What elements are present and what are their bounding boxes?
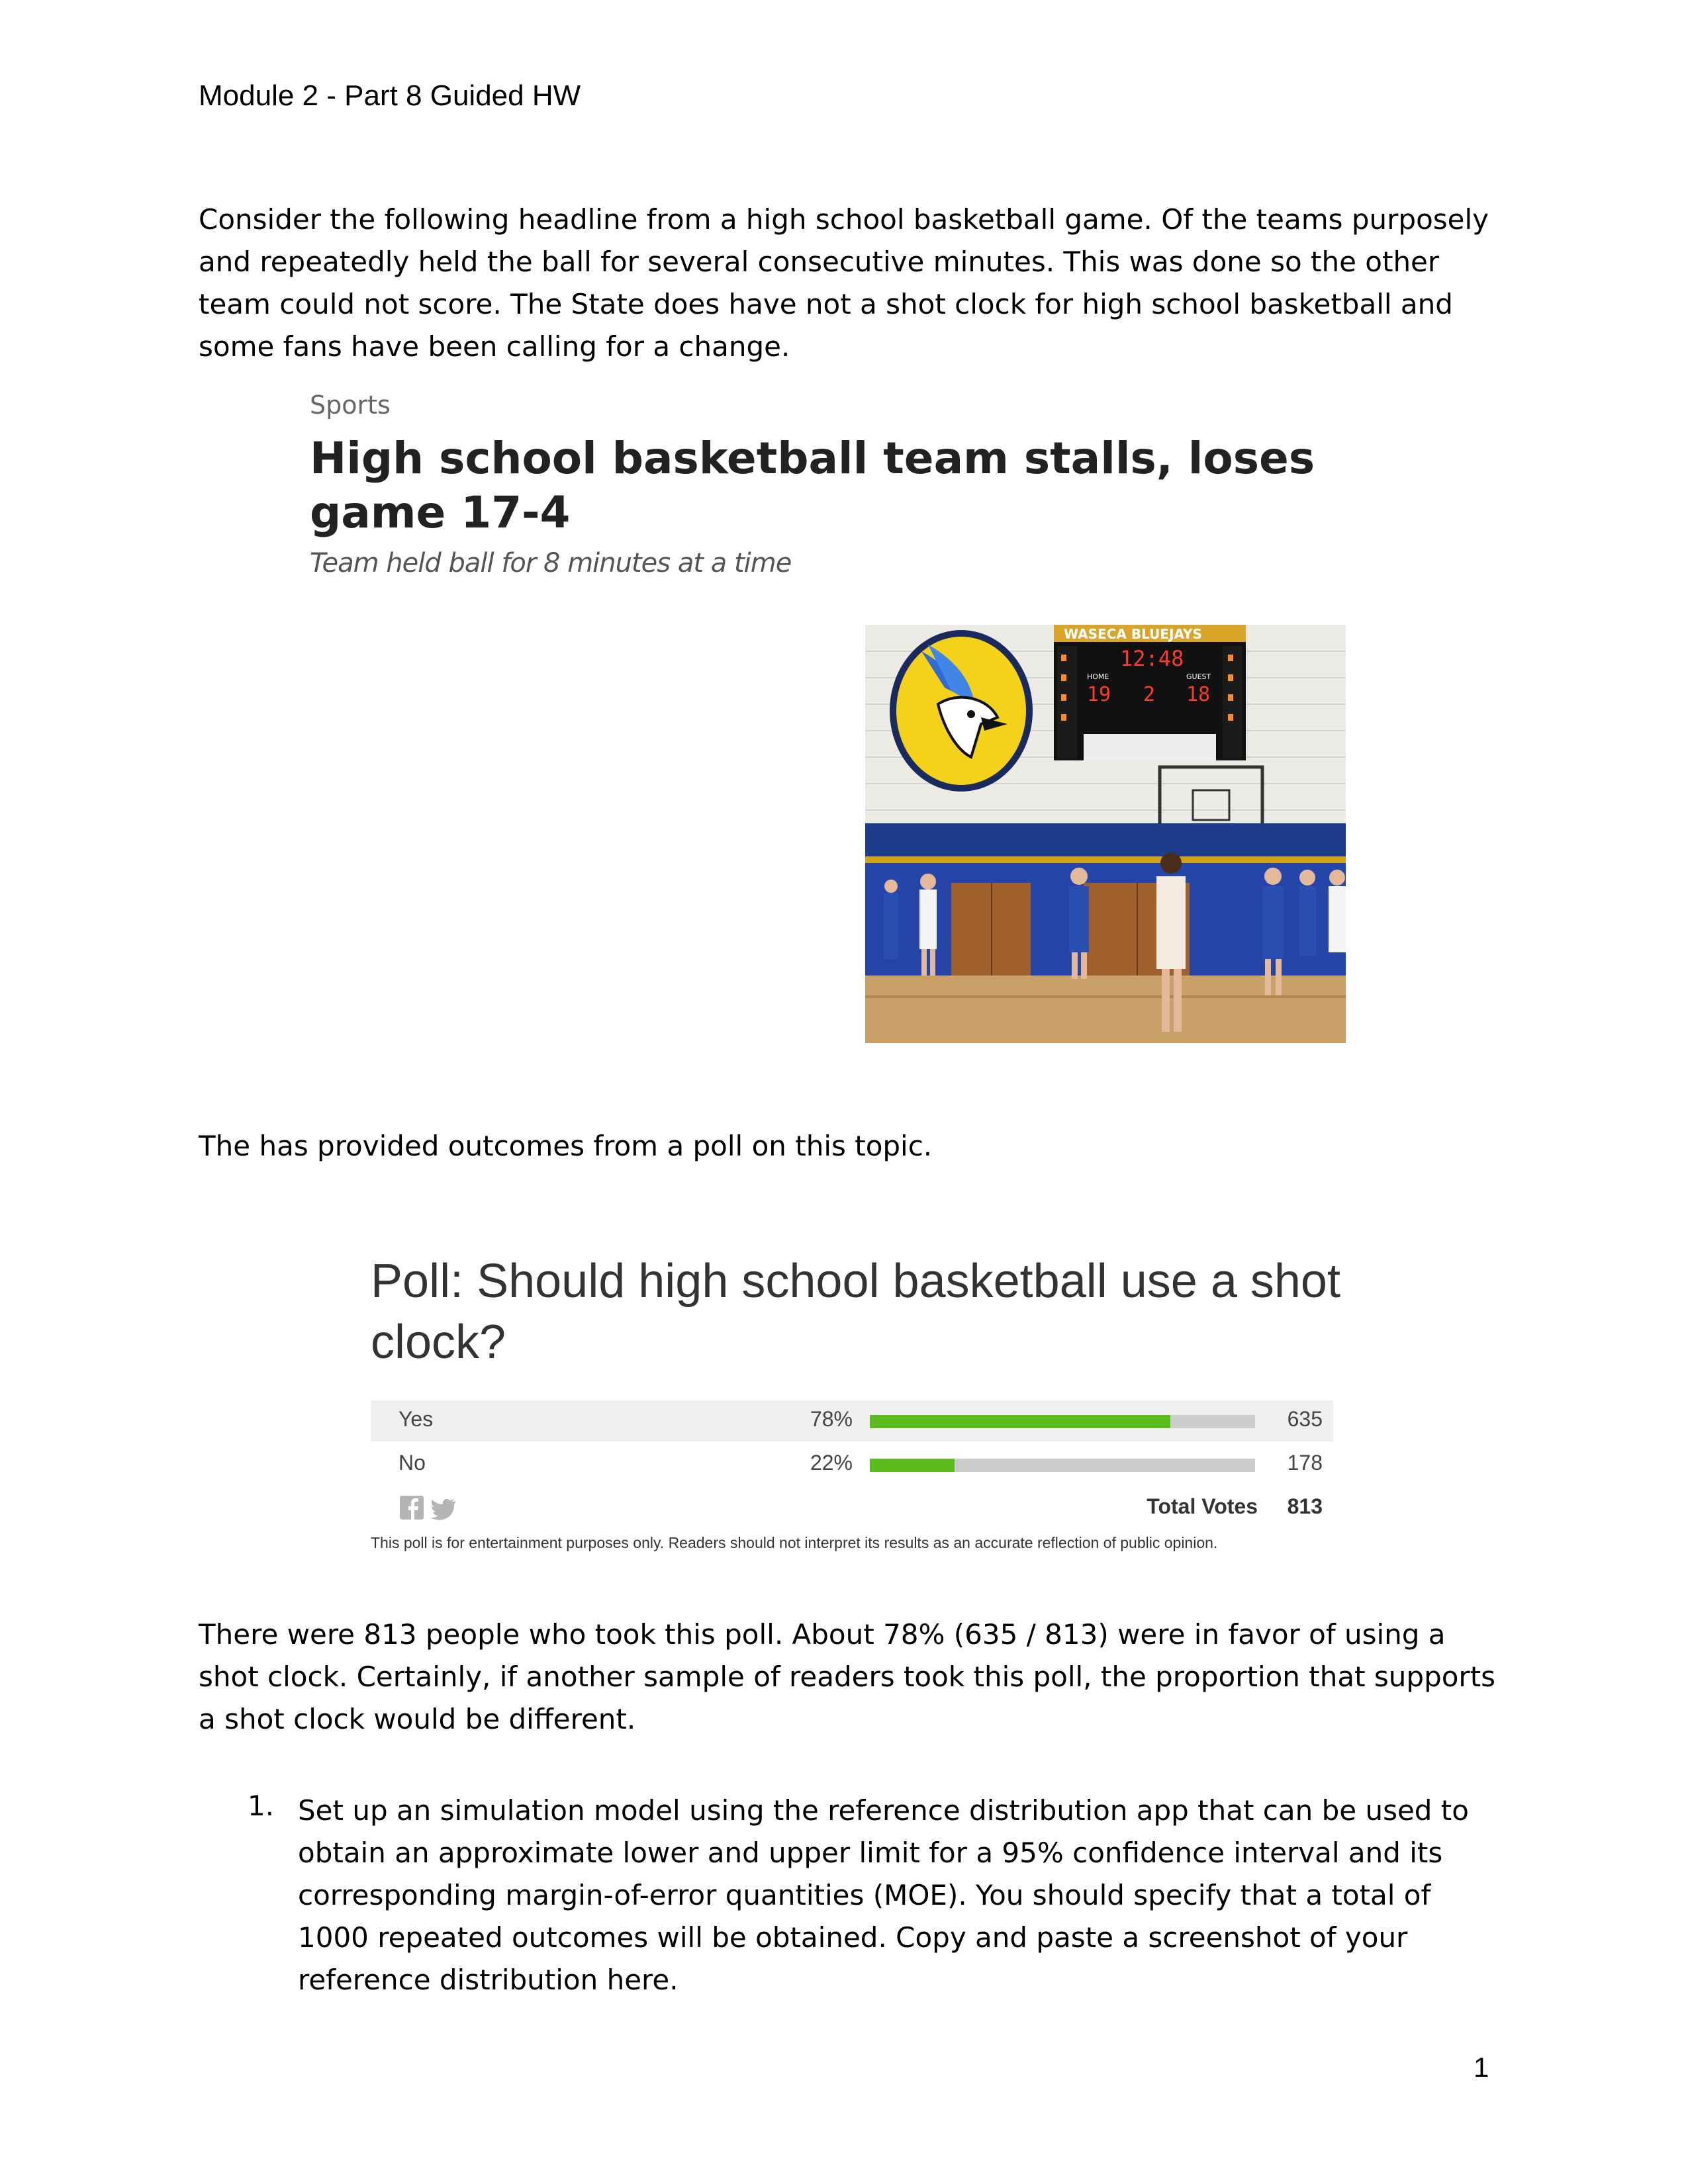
- scoreboard-guest-label: GUEST: [1186, 672, 1211, 681]
- poll-bar-track: [870, 1415, 1255, 1428]
- scoreboard-clock: 12:48: [1120, 646, 1184, 671]
- analysis-paragraph: There were 813 people who took this poll. About 78% (635 / 813) were in favor of using a shot clock. Certainly, if another sample of readers took this poll, the proportion that supports a shot clock would be different.: [199, 1618, 1496, 1735]
- news-headline: High school basketball team stalls, loses game 17-4: [310, 433, 1315, 538]
- total-votes-value: 813: [1287, 1494, 1323, 1518]
- gym-photo: [865, 625, 1346, 1043]
- page-header: Module 2 - Part 8 Guided HW: [199, 79, 581, 112]
- poll-bar-track: [870, 1459, 1255, 1472]
- poll-option-no[interactable]: [371, 1444, 1333, 1485]
- poll-share-icons: [400, 1494, 486, 1524]
- poll-intro-paragraph: The has provided outcomes from a poll on this topic.: [199, 1130, 933, 1162]
- poll-disclaimer: This poll is for entertainment purposes only. Readers should not interpret its results as an accurate reflection of public opinion.: [371, 1534, 1218, 1551]
- news-subheadline: Team held ball for 8 minutes at a time: [310, 548, 792, 578]
- poll-bar-fill: [870, 1415, 1170, 1428]
- question-text: Set up an simulation model using the reference distribution app that can be used to obtain an approximate lower and upper limit for a 95% confidence interval and its corresponding margin-of-error quantities (MOE). You should specify that a total of 1000 repeated outcomes will be obtained. Copy and paste a screenshot of your reference distribution here.: [298, 1794, 1469, 1996]
- poll-title: Poll: Should high school basketball use a shot clock?: [371, 1255, 1340, 1369]
- facebook-icon[interactable]: [400, 1496, 424, 1520]
- scoreboard-home-label: HOME: [1087, 672, 1109, 681]
- poll-option-yes[interactable]: [371, 1400, 1333, 1441]
- scoreboard-title: WASECA BLUEJAYS: [1064, 626, 1202, 642]
- poll-bar-fill: [870, 1459, 955, 1472]
- total-votes-label: Total Votes: [1147, 1494, 1258, 1518]
- scoreboard-home-score: 19: [1087, 683, 1111, 706]
- poll-option-percent: 78%: [810, 1407, 853, 1431]
- poll-option-percent: 22%: [810, 1451, 853, 1475]
- question-number: 1.: [248, 1790, 275, 1822]
- scoreboard-period: 2: [1143, 683, 1156, 706]
- scoreboard: [1054, 625, 1246, 760]
- twitter-icon[interactable]: [430, 1499, 455, 1520]
- poll-option-votes: 635: [1287, 1407, 1323, 1431]
- scoreboard-guest-score: 18: [1186, 683, 1211, 706]
- poll-option-label: No: [399, 1451, 426, 1475]
- poll-option-label: Yes: [399, 1407, 434, 1431]
- poll-option-votes: 178: [1287, 1451, 1323, 1475]
- news-section-label: Sports: [310, 390, 391, 420]
- intro-paragraph: Consider the following headline from a high school basketball game. Of the teams purposely and repeatedly held the ball for several consecutive minutes. This was done so the other team could not score. The State does have not a shot clock for high school basketball and some fans have been calling for a change.: [199, 203, 1489, 363]
- page-number: 1: [1474, 2052, 1489, 2083]
- bluejay-logo: [890, 630, 1033, 792]
